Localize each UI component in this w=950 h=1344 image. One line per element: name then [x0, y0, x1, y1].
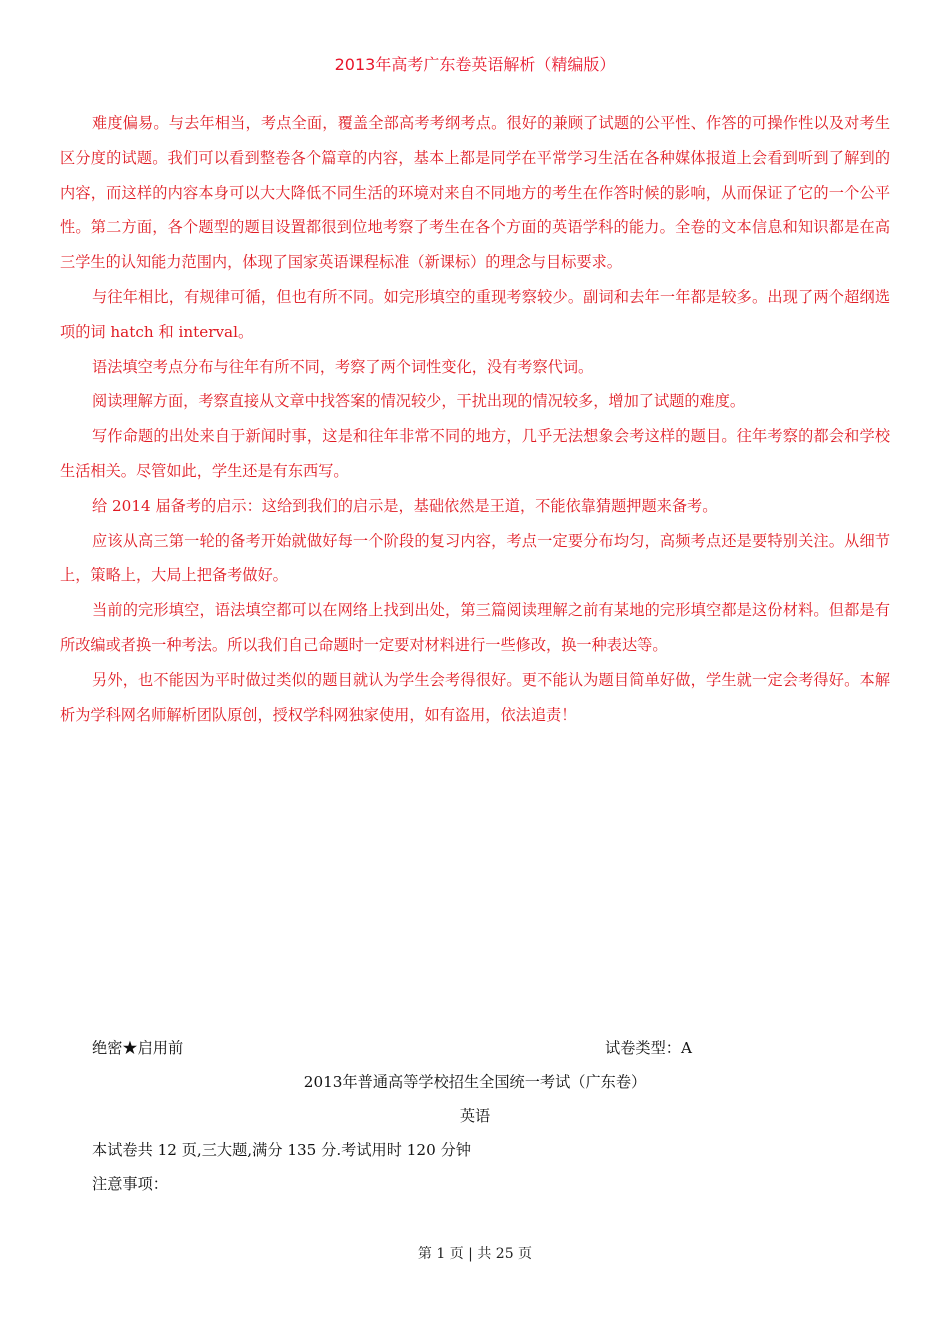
- analysis-paragraph: 语法填空考点分布与往年有所不同，考察了两个词性变化，没有考察代词。: [92, 357, 594, 376]
- document-title: 2013年高考广东卷英语解析（精编版）: [334, 55, 616, 74]
- exam-subject: 英语: [459, 1107, 491, 1125]
- exam-header-top-row: [60, 1034, 890, 1068]
- analysis-paragraph: 写作命题的出处来自于新闻时事，这是和往年非常不同的地方，几乎无法想象会考这样的题目。往年考察的都会和学校生活相关。尽管如此，学生还是有东西写。: [60, 427, 890, 480]
- analysis-paragraph: 阅读理解方面，考察直接从文章中找答案的情况较少，干扰出现的情况较多，增加了试题的难度。: [92, 392, 746, 411]
- analysis-paragraph: 与往年相比，有规律可循，但也有所不同。如完形填空的重现考察较少。副词和去年一年都是较多。出现了两个超纲选项的词 hatch 和 interval。: [60, 287, 890, 341]
- analysis-paragraph: 另外，也不能因为平时做过类似的题目就认为学生会考得很好。更不能认为题目简单好做，学生就一定会考得好。本解析为学科网名师解析团队原创，授权学科网独家使用，如有盗用，依法追责！: [60, 670, 890, 724]
- analysis-section: [60, 106, 890, 732]
- exam-header: [60, 1034, 890, 1204]
- exam-notes-label: 注意事项：: [92, 1175, 168, 1193]
- exam-info: 本试卷共 12 页,三大题,满分 135 分.考试用时 120 分钟: [92, 1141, 471, 1159]
- confidential-label: 绝密★启用前: [92, 1039, 184, 1057]
- analysis-paragraph: 给 2014 届备考的启示：这给到我们的启示是，基础依然是王道，不能依靠猜题押题来备考。: [92, 496, 718, 515]
- page-footer: 第 1 页 | 共 25 页: [417, 1246, 533, 1262]
- exam-title: 2013年普通高等学校招生全国统一考试（广东卷）: [303, 1073, 647, 1091]
- analysis-paragraph: 当前的完形填空，语法填空都可以在网络上找到出处，第三篇阅读理解之前有某地的完形填空都是这份材料。但都是有所改编或者换一种考法。所以我们自己命题时一定要对材料进行一些修改，换一种表达等。: [60, 601, 890, 654]
- analysis-paragraph: 应该从高三第一轮的备考开始就做好每一个阶段的复习内容，考点一定要分布均匀，高频考点还是要特别关注。从细节上，策略上，大局上把备考做好。: [60, 531, 890, 585]
- paper-type-label: 试卷类型：A: [605, 1039, 692, 1057]
- analysis-paragraph: 难度偏易。与去年相当，考点全面，覆盖全部高考考纲考点。很好的兼顾了试题的公平性、作答的可操作性以及对考生区分度的试题。我们可以看到整卷各个篇章的内容，基本上都是同学在平常学习生活在各种媒体报道上会看到听到了解到的内容，而这样的内容本身可以大大降低不同生活的环境对来自不同地方的考生在作答时候的影响，从而保证了它的一个公平性。第二方面，各个题型的题目设置都很到位地考察了考生在各个方面的英语学科的能力。全卷的文本信息和知识都是在高三学生的认知能力范围内，体现了国家英语课程标准（新课标）的理念与目标要求。: [60, 114, 890, 272]
